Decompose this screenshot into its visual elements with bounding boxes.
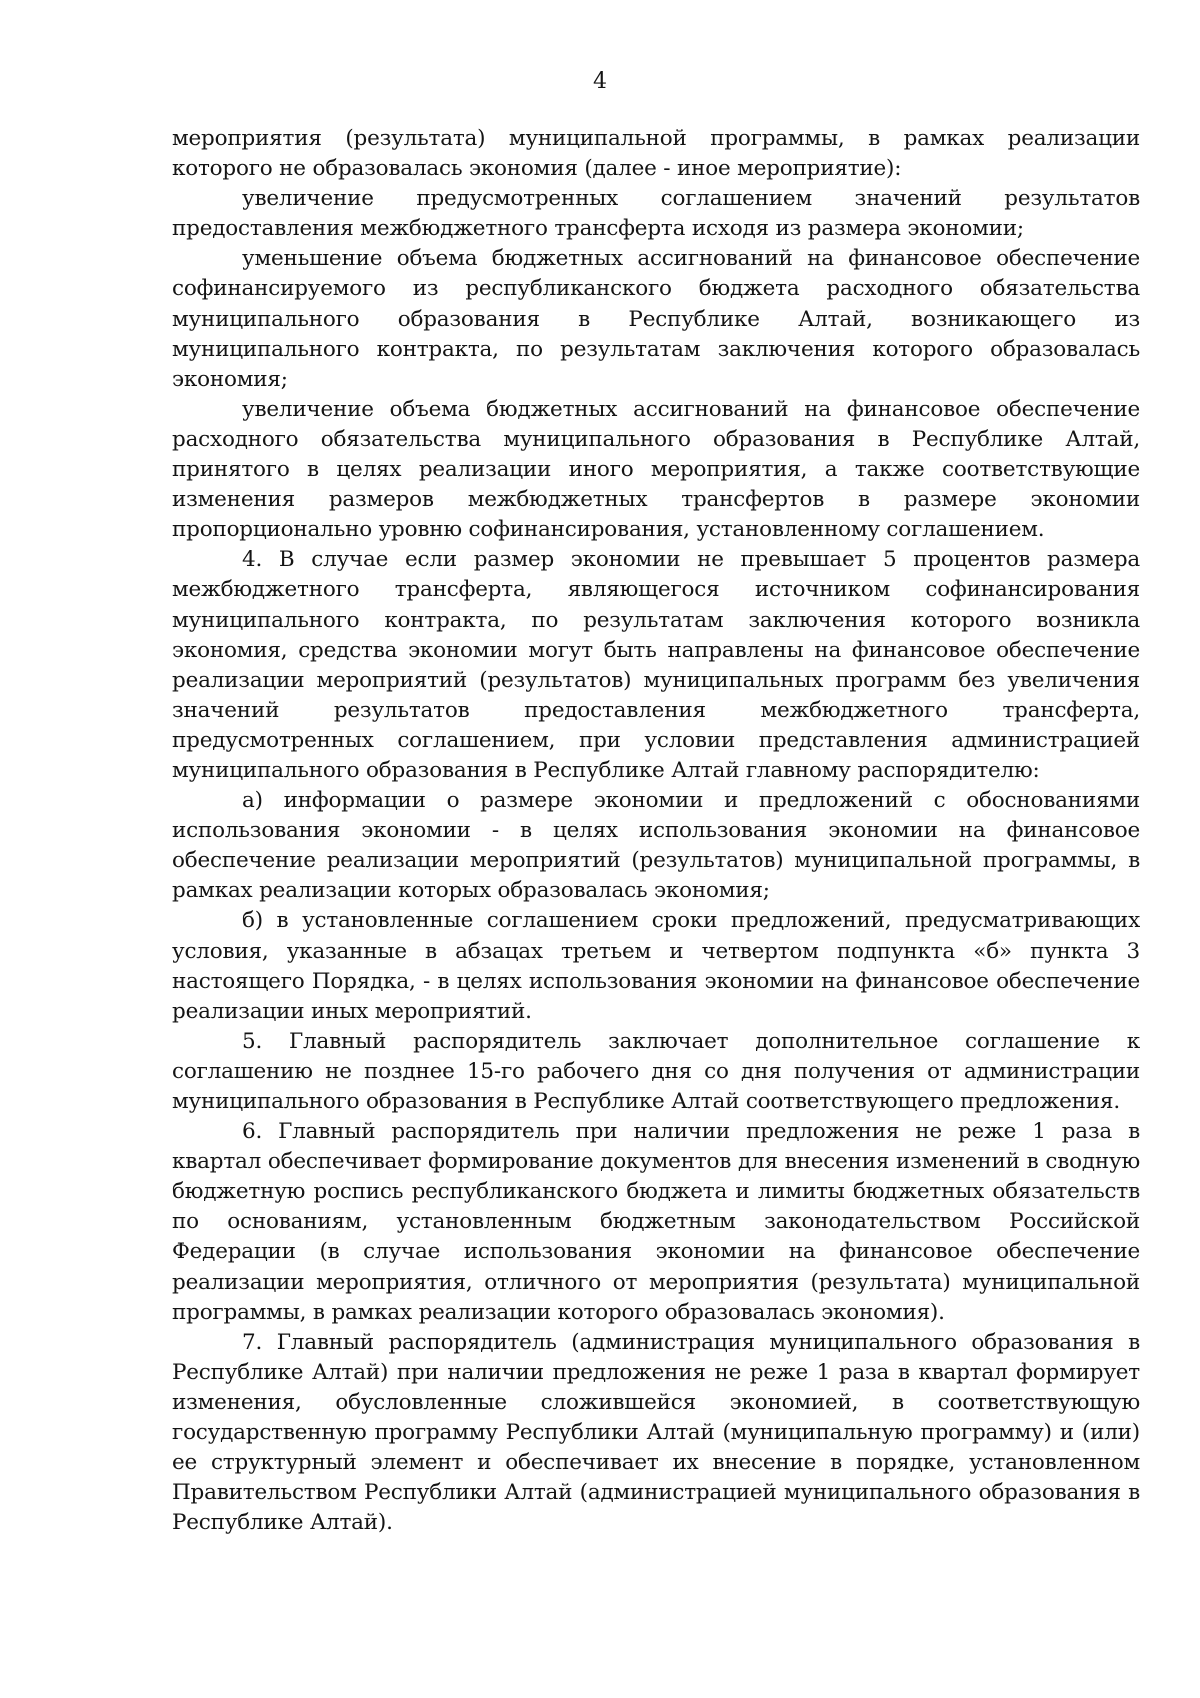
paragraph-decrease-allocations: уменьшение объема бюджетных ассигнований на финансовое обеспечение софинансируемого из республиканского бюджета расходного обязательства муниципального образования в Республике Алтай, возникающего из муниципального контракта, по результатам заключения которого образовалась экономия; xyxy=(172,246,1140,392)
paragraph-subitem-b: б) в установленные соглашением сроки предложений, предусматривающих условия, указанные в абзацах третьем и четвертом подпункта «б» пункта 3 настоящего Порядка, - в целях использования экономии на финансовое обеспечение реализации иных мероприятий. xyxy=(172,908,1140,1024)
paragraph-item-6: 6. Главный распорядитель при наличии предложения не реже 1 раза в квартал обеспечивает формирование документов для внесения изменений в сводную бюджетную роспись республиканского бюджета и лимиты бюджетных обязательств по основаниям, установленным бюджетным законодательством Российской Федерации (в случае использования экономии на финансовое обеспечение реализации мероприятия, отличного от мероприятия (результата) муниципальной программы, в рамках реализации которого образовалась экономия). xyxy=(172,1119,1140,1325)
document-body xyxy=(172,124,1140,1538)
paragraph-item-5: 5. Главный распорядитель заключает дополнительное соглашение к соглашению не позднее 15-го рабочего дня со дня получения от администрации муниципального образования в Республике Алтай соответствующего предложения. xyxy=(172,1028,1140,1114)
paragraph-increase-results: увеличение предусмотренных соглашением значений результатов предоставления межбюджетного трансферта исходя из размера экономии; xyxy=(172,186,1140,242)
paragraph-subitem-a: а) информации о размере экономии и предложений с обоснованиями использования экономии - в целях использования экономии на финансовое обеспечение реализации мероприятий (результатов) муниципальной программы, в рамках реализации которых образовалась экономия; xyxy=(172,788,1140,904)
page-number: 4 xyxy=(593,69,607,94)
paragraph-continuation: мероприятия (результата) муниципальной программы, в рамках реализации которого не образовалась экономия (далее - иное мероприятие): xyxy=(172,126,1140,182)
paragraph-item-7: 7. Главный распорядитель (администрация муниципального образования в Республике Алтай) при наличии предложения не реже 1 раза в квартал формирует изменения, обусловленные сложившейся экономией, в соответствующую государственную программу Республики Алтай (муниципальную программу) и (или) ее структурный элемент и обеспечивает их внесение в порядке, установленном Правительством Республики Алтай (администрацией муниципального образования в Республике Алтай). xyxy=(172,1329,1140,1536)
paragraph-item-4: 4. В случае если размер экономии не превышает 5 процентов размера межбюджетного трансферта, являющегося источником софинансирования муниципального контракта, по результатам заключения которого возникла экономия, средства экономии могут быть направлены на финансовое обеспечение реализации мероприятий (результатов) муниципальных программ без увеличения значений результатов предоставления межбюджетного трансферта, предусмотренных соглашением, при условии представления администрацией муниципального образования в Республике Алтай главному распорядителю: xyxy=(172,547,1140,783)
paragraph-increase-allocations: увеличение объема бюджетных ассигнований на финансовое обеспечение расходного обязательства муниципального образования в Республике Алтай, принятого в целях реализации иного мероприятия, а также соответствующие изменения размеров межбюджетных трансфертов в размере экономии пропорционально уровню софинансирования, установленному соглашением. xyxy=(172,396,1140,543)
